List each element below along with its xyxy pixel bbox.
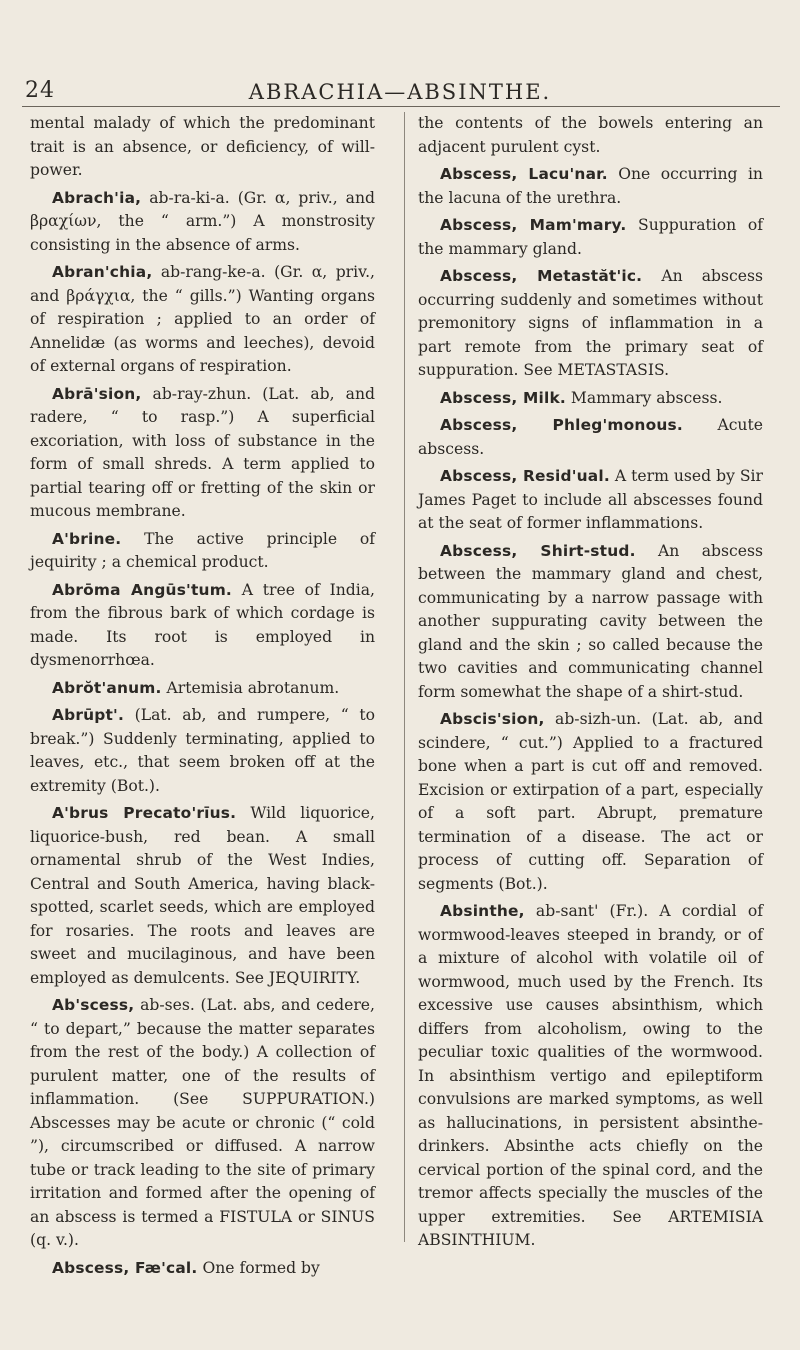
entry — [418, 387, 763, 411]
headword: Abscess, Phleg'monous. — [440, 416, 683, 434]
headword: Abrach'ia, — [52, 188, 142, 207]
entry — [30, 383, 375, 524]
definition: A term used by Sir James Paget to include all abscesses found at the seat of former inflammations. — [418, 467, 763, 532]
definition: One formed by — [202, 1258, 320, 1277]
continuation-text: mental malady of which the predominant trait is an absence, or deficiency, of will-power. — [30, 114, 375, 179]
right-column — [418, 112, 763, 1257]
entry — [30, 704, 375, 798]
entry — [30, 187, 375, 258]
definition: A tree of India, from the fibrous bark of which cordage is made. Its root is employed in dysmenorrhœa. — [30, 580, 375, 669]
entry — [30, 579, 375, 673]
entry — [30, 528, 375, 575]
headword: Abscess, Lacu'nar. — [440, 165, 608, 183]
definition: Wild liquorice, liquorice-bush, red bean. A small ornamental shrub of the West Indies, Central and South America, having black-spotted, scarlet seeds, which are employed for rosaries. The roots and leaves are sweet and mucilaginous, and have been employed as demulcents. See JEQUIRITY. — [30, 804, 375, 987]
definition: (Lat. ab, and rumpere, “ to break.”) Suddenly terminating, applied to leaves, etc., that seem broken off at the extremity (Bot.). — [30, 706, 375, 795]
definition: ab-sant' (Fr.). A cordial of wormwood-leaves steeped in brandy, or of a mixture of alcohol with volatile oil of wormwood, much used by the French. Its excessive use causes absinthism, which differs from alcoholism, owing to the peculiar toxic qualities of the wormwood. In absinthism vertigo and epileptiform convulsions are marked symptoms, as well as hallucinations, in persistent absinthe-drinkers. Absinthe acts chiefly on the cervical portion of the spinal cord, and the tremor affects specially the muscles of the upper extremities. See ARTEMISIA ABSINTHIUM. — [418, 902, 763, 1249]
left-column — [30, 112, 375, 1284]
page-number: 24 — [25, 78, 55, 103]
headword: Ab'scess, — [52, 996, 135, 1014]
column-divider — [404, 112, 405, 1242]
headword: Abrŏt'anum. — [52, 678, 162, 697]
entry — [30, 802, 375, 990]
definition: One occurring in the lacuna of the urethra. — [418, 165, 763, 207]
headword: Abscess, Resid'ual. — [440, 467, 610, 485]
definition: ab-sizh-un. (Lat. ab, and scindere, “ cut.”) Applied to a fractured bone when a part is cut off and removed. Excision or extirpation of a part, especially of a soft part. Abrupt, premature termination of a disease. The act or process of cutting off. Separation of segments (Bot.). — [418, 710, 763, 893]
definition: ab-ses. (Lat. abs, and cedere, “ to depart,” because the matter separates from the rest of the body.) A collection of purulent matter, one of the results of inflammation. (See SUPPURATION.) Abscesses may be acute or chronic (“ cold ”), circumscribed or diffused. A narrow tube or track leading to the site of primary irritation and formed after the opening of an abscess is termed a FISTULA or SINUS (q. v.). — [30, 996, 375, 1249]
definition: An abscess between the mammary gland and chest, communicating by a narrow passage with another suppurating cavity between the gland and the skin ; so called because the two cavities and communicating channel form somewhat the shape of a shirt-stud. — [418, 541, 763, 701]
headword: Abran'chia, — [52, 263, 153, 281]
entry — [30, 261, 375, 379]
entry — [418, 465, 763, 536]
entry — [418, 900, 763, 1253]
header-rule — [22, 106, 780, 107]
entry — [418, 163, 763, 210]
definition: The active principle of jequirity ; a chemical product. — [30, 529, 375, 571]
definition: Suppuration of the mammary gland. — [418, 216, 763, 258]
headword: Abscess, Milk. — [440, 388, 566, 407]
definition: ab-ra-ki-a. (Gr. α, priv., and βραχίων, the “ arm.”) A monstrosity consisting in the absence of arms. — [30, 188, 375, 254]
definition: ab-ray-zhun. (Lat. ab, and radere, “ to rasp.”) A superficial excoriation, with loss of substance in the form of small shreds. A term applied to partial tearing off or fretting of the skin or mucous membrane. — [30, 384, 375, 520]
entry — [30, 994, 375, 1253]
headword: Abscess, Shirt-stud. — [440, 541, 636, 560]
headword: Abscess, Metastăt'ic. — [440, 267, 643, 285]
definition: Acute abscess. — [418, 416, 763, 458]
definition: ab-rang-ke-a. (Gr. α, priv., and βράγχια, the “ gills.”) Wanting organs of respiration ; applied to an order of Annelidæ (as worms and leeches), devoid of external organs of respiration. — [30, 263, 375, 375]
headword: A'brine. — [52, 529, 122, 548]
headword: Abrā'sion, — [52, 384, 142, 403]
entry — [30, 1257, 375, 1281]
definition: Mammary abscess. — [570, 388, 723, 407]
headword: Absinthe, — [440, 902, 525, 920]
continuation-text: the contents of the bowels entering an adjacent purulent cyst. — [418, 114, 763, 156]
running-head: ABRACHIA—ABSINTHE. — [248, 80, 552, 104]
headword: Abrōma Angūs'tum. — [52, 580, 232, 599]
entry — [418, 540, 763, 705]
headword: Abscis'sion, — [440, 710, 545, 728]
entry — [418, 265, 763, 383]
entry — [418, 708, 763, 896]
headword: Abrūpt'. — [52, 706, 125, 724]
definition: An abscess occurring suddenly and sometimes without premonitory signs of inflammation in a part remote from the primary seat of suppuration. See METASTASIS. — [418, 267, 763, 379]
headword: Abscess, Fæ'cal. — [52, 1258, 198, 1277]
headword: Abscess, Mam'mary. — [440, 216, 627, 234]
definition: Artemisia abrotanum. — [166, 678, 340, 697]
entry — [30, 677, 375, 701]
entry — [418, 414, 763, 461]
headword: A'brus Precato'rīus. — [52, 804, 237, 822]
entry — [418, 214, 763, 261]
